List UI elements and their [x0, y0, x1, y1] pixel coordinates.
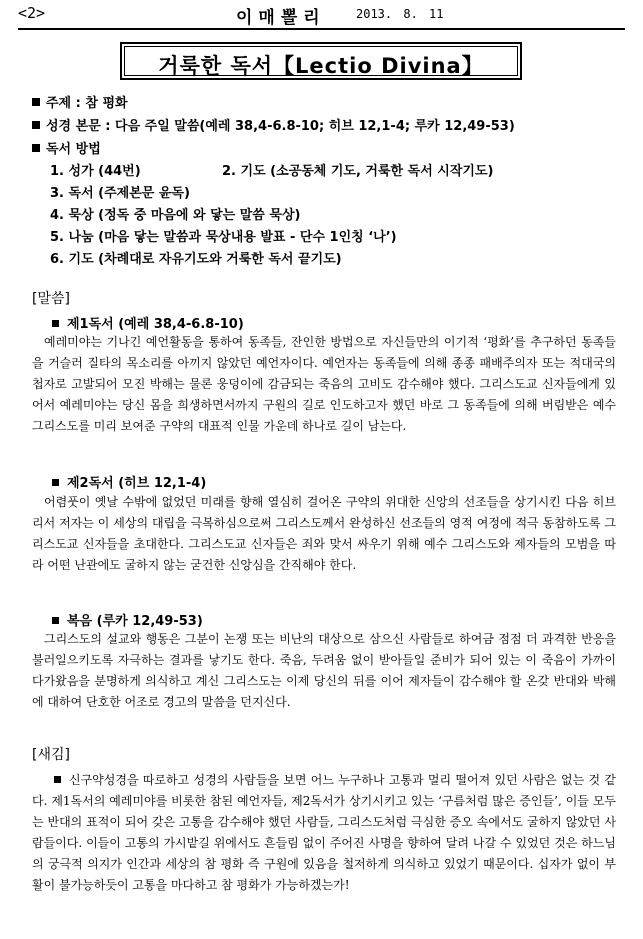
reading-1-heading	[52, 313, 244, 332]
reading-1-title: 제1독서 (예레 38,4-6.8-10)	[67, 317, 244, 332]
meta-method	[32, 138, 632, 161]
method-label: 독서 방법	[46, 142, 101, 157]
reflection-heading: [새김]	[32, 747, 70, 763]
step-row	[50, 161, 494, 183]
page-title: 거룩한 독서【Lectio Divina】	[158, 54, 484, 78]
step-5: 5. 나눔 (마음 닿는 말씀과 묵상내용 발표 - 단수 1인칭 ‘나’)	[50, 230, 397, 245]
square-bullet-icon	[52, 617, 59, 624]
meta-list	[32, 92, 632, 161]
square-bullet-icon	[52, 479, 59, 486]
page-header	[0, 4, 643, 26]
square-bullet-icon	[32, 144, 40, 152]
header-rule	[18, 28, 625, 30]
scripture-text: 성경 본문 : 다음 주일 말씀(예레 38,4-6.8-10; 히브 12,1-4; 루카 12,49-53)	[46, 119, 515, 134]
meta-theme	[32, 92, 632, 115]
word-section-heading: [말씀]	[32, 291, 70, 307]
gospel-title: 복음 (루카 12,49-53)	[67, 614, 203, 629]
reading-2-text	[32, 492, 616, 576]
issue-date: 2013. 8. 11	[356, 7, 444, 21]
step-1: 1. 성가 (44번)	[50, 164, 141, 179]
reflection-text	[32, 770, 616, 896]
square-bullet-icon	[32, 121, 40, 129]
square-bullet-icon	[54, 776, 61, 783]
reading-2-title: 제2독서 (히브 12,1-4)	[67, 476, 207, 491]
gospel-body: 그리스도의 설교와 행동은 그분이 논쟁 또는 비난의 대상으로 삼으신 사람들로 하여금 점점 더 과격한 반응을 불러일으키도록 자극하는 결과를 낳기도 한다. 죽음, 두려움 없이 받아들일 준비가 되어 있는 이 죽음이 가까이 다가왔음을 분명하게 의식하고 계신 그리스도는 이제 당신의 뒤를 이어 제자들이 감수해야 할 온갖 반대와 박해에 대하여 단호한 어조로 경고의 말씀을 던지신다.	[32, 632, 616, 709]
reading-2-heading	[52, 472, 206, 491]
method-steps	[50, 161, 494, 271]
step-2: 2. 기도 (소공동체 기도, 거룩한 독서 시작기도)	[222, 164, 494, 179]
gospel-heading	[52, 610, 203, 629]
reading-1-text	[32, 332, 616, 437]
reading-2-body: 어렴풋이 옛날 수밖에 없었던 미래를 향해 열심히 걸어온 구약의 위대한 신앙의 선조들을 상기시킨 다음 히브리서 저자는 이 세상의 대립을 극복하심으로써 그리스도께서 완성하신 선조들의 영적 여정에 적극 동참하도록 그리스도교 신자들을 초대한다. 그리스도교 신자들은 죄와 맞서 싸우기 위해 예수 그리스도와 제자들의 모범을 따라 어떤 난관에도 굴하지 않는 굳건한 신앙심을 간직해야 한다.	[32, 495, 616, 572]
reading-1-body: 예레미야는 기나긴 예언활동을 통하여 동족들, 잔인한 방법으로 자신들만의 이기적 ‘평화’를 추구하던 동족들을 거슬러 질타의 목소리를 아끼지 않았던 예언자이다. 예언자는 동족들에 의해 종종 패배주의자 또는 적대국의 첩자로 고발되어 모진 박해는 물론 웅덩이에 감금되는 죽음의 고비도 감수해야 했다. 그리스도교 신자들에게 있어서 예레미야는 당신 몸을 희생하면서까지 구원의 길로 인도하고자 했던 바로 그 동족들에 의해 버림받은 예수 그리스도를 미리 보여준 구약의 대표적 인물 가운데 하나로 길이 남는다.	[32, 335, 616, 433]
page-number: <2>	[18, 4, 46, 22]
theme-text: 주제 : 참 평화	[46, 96, 128, 111]
reflection-body: 신구약성경을 따로하고 성경의 사람들을 보면 어느 누구하나 고통과 멀리 떨어져 있던 사람은 없는 것 같다. 제1독서의 예레미야를 비롯한 참된 예언자들, 제2독서가 상기시키고 있는 ‘구름처럼 많은 증인들’, 이들 모두는 반대의 표적이 되어 갖은 고통을 감수해야 했던 사람들, 그리스도처럼 극심한 증오 속에서도 굴하지 않았던 사람들이다. 이들이 고통의 가시밭길 위에서도 흔들림 없이 주어진 사명을 향하여 달려 나갈 수 있었던 것은 하느님의 궁극적 의지가 인간과 세상의 참 평화 즉 구원에 있음을 철저하게 의식하고 있었기 때문이다. 십자가 없이 부활이 불가능하듯이 고통을 마다하고 참 평화가 가능하겠는가!	[32, 773, 616, 892]
meta-scripture	[32, 115, 632, 138]
step-4: 4. 묵상 (정독 중 마음에 와 닿는 말씀 묵상)	[50, 208, 301, 223]
title-box	[120, 42, 522, 80]
step-3: 3. 독서 (주제본문 윤독)	[50, 186, 190, 201]
gospel-text	[32, 629, 616, 713]
square-bullet-icon	[52, 320, 59, 327]
step-6: 6. 기도 (차례대로 자유기도와 거룩한 독서 끝기도)	[50, 252, 342, 267]
square-bullet-icon	[32, 98, 40, 106]
newsletter-name: 이매뽈리	[236, 8, 326, 28]
